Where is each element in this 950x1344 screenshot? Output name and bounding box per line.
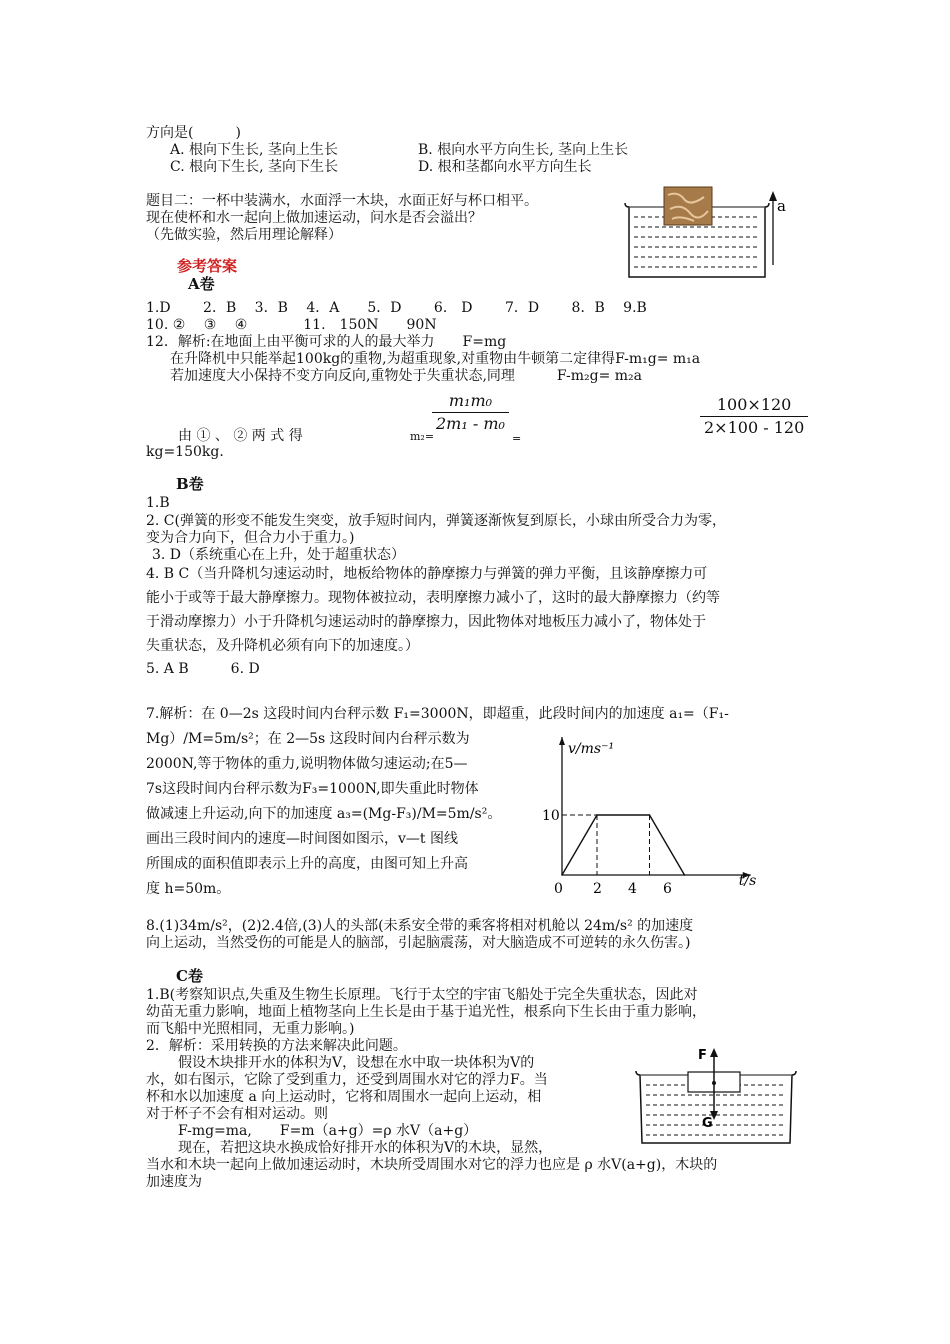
answers-c-2h: 当水和木块一起向上做加速运动时，木块所受周围水对它的浮力也应是 ρ 水V(a+g)，木块的 [146,1157,718,1173]
question-2-line-2: 现在使杯和水一起向上做加速运动，问水是否会溢出？ [146,210,482,226]
answers-b-4c: 于滑动摩擦力）小于升降机匀速运动时的静摩擦力，因此物体对地板压力减小了，物体处于 [146,614,706,630]
answers-b-8b: 向上运动，当然受伤的可能是人的脑部，引起脑震荡，对大脑造成不可逆转的永久伤害。) [146,935,691,951]
answers-b-7h: 度 h=50m。 [146,881,231,897]
option-a: A. 根向下生长, 茎向上生长 [170,142,338,158]
answers-a-7: kg=150kg. [146,444,224,460]
answers-b-4a: 4. B C（当升降机匀速运动时，地板给物体的静摩擦力与弹簧的弹力平衡，且该静摩擦力可 [146,566,708,582]
fraction-1-numerator: m₁m₀ [432,390,509,413]
answers-b-2b: 变为合力向下，但合力小于重力。) [146,530,355,546]
option-d: D. 根和茎都向水平方向生长 [418,159,592,175]
answers-a-2: 10. ② ③ ④ 11. 150N 90N [146,317,437,333]
answers-c-2d: 杯和水以加速度 a 向上运动时，它将和周围水一起向上运动，相 [146,1089,542,1105]
x-tick-label: 0 [554,881,563,897]
answers-b-7a: 7.解析：在 0—2s 这段时间内台秤示数 F₁=3000N，即超重，此段时间内的加速度 a₁=（F₁- [146,706,729,722]
question-2-line-1: 题目二：一杯中装满水，水面浮一木块，水面正好与杯口相平。 [146,193,538,209]
answers-c-1a: 1.B(考察知识点,失重及生物生长原理。飞行于太空的宇宙飞船处于完全失重状态，因此对 [146,987,698,1003]
answers-c-2e: 对于杯子不会有相对运动。则 [146,1106,328,1122]
answers-b-7d: 7s这段时间内台秤示数为F₃=1000N,即失重此时物体 [146,781,479,797]
y-axis-arrow [559,737,565,745]
data-point [684,874,686,876]
equals-sign: = [512,432,522,445]
section-b-heading: B卷 [176,475,204,493]
x-axis-label: t/s [738,873,757,889]
velocity-series-line [562,815,685,875]
answers-a-1: 1.D 2．B 3．B 4．A 5．D 6． D 7．D 8．B 9.B [146,300,647,316]
answers-c-1b: 幼苗无重力影响，地面上植物茎向上生长是由于基于追光性，根系向下生长由于重力影响， [146,1004,706,1020]
answers-b-4d: 失重状态，及升降机必须有向下的加速度。） [146,638,419,654]
answers-c-1c: 而飞船中光照相同，无重力影响。) [146,1021,355,1037]
acceleration-label: a [777,197,786,215]
fraction-1 [432,390,509,435]
y-axis-label: v/ms⁻¹ [568,741,615,757]
x-tick-label: 2 [593,881,602,897]
answers-a-5: 若加速度大小保持不变方向反向,重物处于失重状态,同理 F-m₂g= m₂a [170,368,642,384]
gravity-label: G [702,1116,713,1131]
answers-b-7c: 2000N,等于物体的重力,说明物体做匀速运动;在5— [146,756,468,772]
buoyant-force-label: F [698,1048,707,1063]
option-c: C. 根向下生长, 茎向下生长 [170,159,339,175]
x-tick-label: 6 [663,881,672,897]
fraction-2-numerator: 100×120 [700,394,808,417]
question-2-line-3: （先做实验，然后用理论解释） [146,227,342,243]
line-direction: 方向是( ) [146,125,241,141]
answers-c-2b: 假设木块排开水的体积为V，设想在水中取一块体积为V的 [178,1055,535,1071]
data-point [561,874,563,876]
answers-b-1: 1.B [146,495,170,511]
answers-b-5: 5. A B 6. D [146,661,260,677]
reference-answer-heading: 参考答案 [177,257,238,275]
answers-b-8a: 8.(1)34m/s²，(2)2.4倍,(3)人的头部(未系安全带的乘客将相对机舱以 24m/s² 的加速度 [146,918,694,934]
answers-b-3: 3. D（系统重心在上升，处于超重状态） [152,547,406,563]
fraction-1-denominator: 2m₁ - m₀ [436,414,505,433]
answers-c-2a: 2．解析：采用转换的方法来解决此问题。 [146,1038,407,1054]
x-tick-label: 4 [628,881,637,897]
answers-b-2a: 2. C(弹簧的形变不能发生突变，放手短时间内，弹簧逐渐恢复到原长，小球由所受合力为零， [146,513,726,529]
answers-c-2i: 加速度为 [146,1174,202,1190]
section-c-heading: C卷 [176,967,203,985]
answers-b-7g: 所围成的面积值即表示上升的高度，由图可知上升高 [146,856,468,872]
answers-c-2c: 水，如右图示，它除了受到重力，还受到周围水对它的浮力F。当 [146,1072,548,1088]
m2-label: m₂= [410,430,435,443]
cup-figure [620,185,790,285]
answers-b-7f: 画出三段时间内的速度—时间图如图示，v—t 图线 [146,831,458,847]
answers-b-7b: Mg）/M=5m/s²；在 2—5s 这段时间内台秤示数为 [146,731,470,747]
velocity-time-chart [530,735,790,895]
buoyancy-figure [632,1045,807,1150]
answers-a-3: 12．解析:在地面上由平衡可求的人的最大举力 F=mg [146,334,507,350]
section-a-heading: A卷 [188,275,215,293]
answers-a-6: 由 ① 、 ② 两 式 得 [178,428,303,444]
answers-b-4b: 能小于或等于最大静摩擦力。现物体被拉动，表明摩擦力减小了，这时的最大静摩擦力（约等 [146,590,720,606]
answers-b-7e: 做减速上升运动,向下的加速度 a₃=(Mg-F₃)/M=5m/s²。 [146,806,502,822]
answers-c-2f: F-mg=ma, F=m（a+g）=ρ 水V（a+g） [178,1123,478,1139]
answers-a-4: 在升降机中只能举起100kg的重物,为超重现象,对重物由牛顿第二定律得F-m₁g= m₁a [170,351,701,367]
y-tick-label: 10 [542,808,560,824]
option-b: B. 根向水平方向生长, 茎向上生长 [418,142,629,158]
answers-c-2g: 现在，若把这块水换成恰好排开水的体积为V的木块，显然， [178,1140,553,1156]
fraction-2-denominator: 2×100 - 120 [704,418,805,437]
fraction-2 [700,394,808,439]
